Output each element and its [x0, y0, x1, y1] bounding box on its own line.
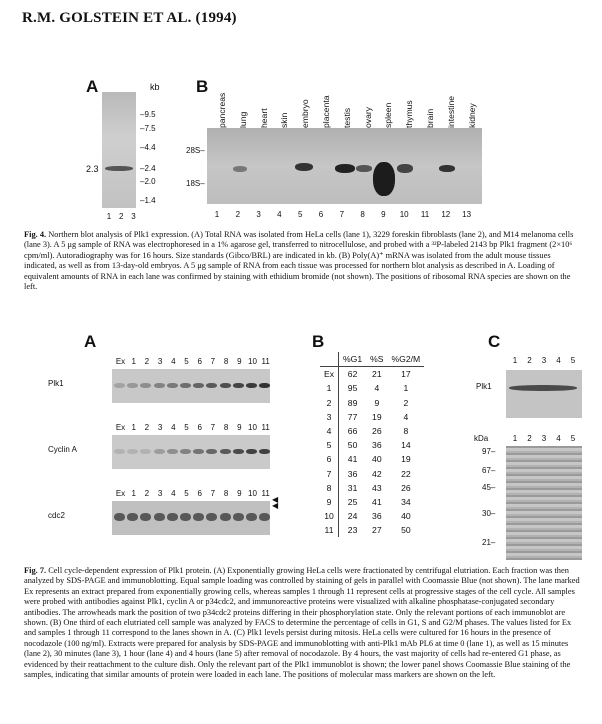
facs-cell: 26: [401, 482, 411, 493]
facs-cell: 40: [372, 454, 382, 465]
fig7-a-lane-8: 8: [223, 489, 229, 498]
fig7-a-band-plk1-9: [233, 383, 244, 388]
facs-cell: 41: [347, 454, 358, 465]
fig7-a-lane-9: 9: [237, 423, 242, 432]
fig7-a-band-plk1-10: [246, 383, 257, 388]
facs-cell: 8: [403, 426, 409, 437]
fig7-c-lane-4: 4: [556, 434, 561, 443]
facs-header-0: [320, 352, 339, 367]
fig7-a-band-cdc2-3: [154, 513, 165, 521]
fig4-lane-a-1: 1: [106, 212, 112, 221]
facs-cell: 2: [320, 396, 339, 410]
fig4-kb-label: kb: [150, 82, 160, 92]
facs-cell: 5: [320, 438, 339, 452]
facs-cell: 9: [374, 397, 380, 408]
facs-cell: Ex: [320, 367, 339, 382]
fig7-a-blot-plk1: [112, 369, 270, 403]
facs-cell: 4: [403, 411, 409, 422]
fig7-a-lane-9: 9: [237, 357, 242, 366]
fig4-tissue-spleen: spleen: [383, 102, 394, 128]
fig7-a-lane-5: 5: [184, 489, 189, 498]
fig7-a-band-plk1-11: [259, 383, 270, 388]
facs-cell: 4: [320, 424, 339, 438]
fig7-mw-value: 97: [482, 447, 491, 456]
fig7-a-band-plk1-1: [127, 383, 138, 388]
fig4-lane-a-2: 2: [119, 212, 124, 221]
fig4-tissue-skin: skin: [279, 112, 290, 128]
facs-cell: 95: [347, 383, 358, 394]
fig7-a-lane-1: 1: [131, 357, 136, 366]
fig7-a-band-cyclin-a-6: [193, 449, 204, 454]
fig7-a-band-plk1-3: [154, 383, 165, 388]
fig7-mw-30: 30–: [482, 509, 496, 518]
fig7-a-band-plk1-Ex: [114, 383, 125, 388]
fig7-a-lane-2: 2: [144, 423, 150, 432]
facs-cell: 36: [372, 511, 382, 522]
fig4-b-band-spleen: [373, 162, 395, 196]
fig7-a-lane-4: 4: [171, 423, 176, 432]
page-header: R.M. GOLSTEIN ET AL. (1994): [22, 10, 237, 26]
facs-cell: 11: [320, 523, 339, 537]
fig4-marker-0: –9.5: [140, 110, 156, 119]
fig7-a-lane-Ex: Ex: [115, 489, 126, 498]
facs-cell: 50: [347, 440, 358, 451]
fig7-c-plk1-label: Plk1: [476, 382, 492, 391]
fig4-lane-b-3: 3: [256, 210, 261, 219]
fig7-a-band-plk1-6: [193, 383, 204, 388]
facs-cell: 66: [347, 426, 358, 437]
fig7-a-band-cyclin-a-1: [127, 449, 138, 454]
fig7-c-lane-5: 5: [570, 356, 576, 365]
fig7-a-band-cdc2-10: [246, 513, 257, 521]
facs-cell: 31: [347, 482, 358, 493]
facs-cell: 8: [320, 481, 339, 495]
fig4-panel-b-label: B: [196, 77, 209, 96]
fig4-lane-b-11: 11: [420, 210, 430, 219]
facs-cell: 40: [401, 511, 411, 522]
facs-cell: 1: [320, 381, 339, 395]
fig4-caption-label: Fig. 4.: [24, 230, 47, 239]
fig7-mw-value: 45: [482, 483, 491, 492]
fig7-mw-45: 45–: [482, 483, 496, 492]
facs-cell: 27: [372, 525, 382, 536]
fig7-a-lane-4: 4: [171, 489, 176, 498]
facs-cell: 36: [372, 440, 382, 451]
fig7-a-band-cyclin-a-7: [206, 449, 217, 454]
fig4-lane-b-6: 6: [318, 210, 324, 219]
fig7-facs-table: [320, 352, 424, 537]
fig7-a-band-cyclin-a-3: [154, 449, 165, 454]
facs-cell: 17: [401, 369, 411, 380]
fig4-panel-a-label: A: [86, 77, 99, 96]
facs-row: [320, 381, 424, 395]
fig7-c-lane-2: 2: [527, 434, 532, 443]
fig7-c-lane-3: 3: [541, 434, 547, 443]
facs-cell: 1: [403, 383, 409, 394]
facs-cell: 41: [372, 496, 382, 507]
facs-cell: 25: [347, 496, 358, 507]
facs-row: [320, 509, 424, 523]
fig4-lane-b-9: 9: [381, 210, 386, 219]
fig7-a-lane-7: 7: [210, 423, 216, 432]
fig4-lane-b-7: 7: [339, 210, 345, 219]
fig7-a-lane-3: 3: [157, 357, 163, 366]
fig7-a-band-cdc2-6: [193, 513, 204, 521]
facs-cell: 2: [403, 397, 409, 408]
fig7-a-band-cdc2-7: [206, 513, 217, 521]
fig4-lane-b-4: 4: [277, 210, 282, 219]
facs-header-2: %S: [366, 352, 387, 367]
facs-cell: 23: [347, 525, 358, 536]
fig4-band-label: 2.3: [86, 164, 99, 174]
fig7-mw-value: 30: [482, 509, 491, 518]
fig7-facs-table-wrap: [320, 352, 424, 537]
fig4-caption: [24, 230, 580, 292]
facs-row: [320, 424, 424, 438]
fig7-mw-67: 67–: [482, 466, 496, 475]
facs-cell: 42: [372, 468, 382, 479]
fig7-a-band-cyclin-a-5: [180, 449, 191, 454]
fig7-a-band-cdc2-Ex: [114, 513, 125, 521]
fig7-a-lane-6: 6: [197, 423, 202, 432]
fig7-panel-b-label: B: [312, 332, 325, 351]
fig7-a-lane-7: 7: [210, 489, 216, 498]
fig4-tissue-lung: lung: [237, 111, 248, 128]
fig4-tissue-placenta: placenta: [321, 95, 331, 128]
facs-row: [320, 396, 424, 410]
fig7-a-band-cyclin-a-8: [220, 449, 231, 454]
fig7-c-lane-4: 4: [556, 356, 561, 365]
fig7-a-lane-8: 8: [223, 423, 229, 432]
fig7-c-coomassie-blot: [506, 446, 582, 560]
fig7-a-lane-11: 11: [261, 423, 270, 432]
fig4-lane-b-8: 8: [360, 210, 365, 219]
facs-cell: 19: [401, 454, 411, 465]
fig7-a-lane-4: 4: [171, 357, 176, 366]
fig4-b-band-testis: [335, 164, 355, 173]
fig4-marker-4: –2.0: [140, 177, 156, 186]
facs-cell: 34: [401, 496, 411, 507]
facs-cell: 43: [372, 482, 382, 493]
fig4-lanes-a: [104, 212, 140, 221]
fig7-a-band-cdc2-5: [180, 513, 191, 521]
fig7-a-band-cyclin-a-11: [259, 449, 270, 454]
fig7-c-plk1-blot: [506, 370, 582, 418]
fig7-a-lane-5: 5: [184, 357, 189, 366]
fig4-lane-b-2: 2: [235, 210, 241, 219]
facs-header-3: %G2/M: [388, 352, 425, 367]
fig7-a-label-cyclin-a: Cyclin A: [48, 445, 77, 454]
fig7-a-band-plk1-5: [180, 383, 191, 388]
facs-cell: 21: [372, 369, 382, 380]
facs-cell: 22: [401, 468, 411, 479]
fig4-lane-a-3: 3: [131, 212, 136, 221]
facs-cell: 50: [401, 525, 411, 536]
fig7-a-lane-11: 11: [261, 357, 270, 366]
fig7-a-lane-Ex: Ex: [115, 423, 126, 432]
fig7-a-band-plk1-8: [220, 383, 231, 388]
fig7-mw-21: 21–: [482, 538, 496, 547]
fig4-tissue-kidney: kidney: [466, 103, 477, 128]
fig7-a-lane-11: 11: [261, 489, 270, 498]
facs-cell: 24: [347, 511, 358, 522]
facs-row: [320, 481, 424, 495]
fig7-a-band-cyclin-a-10: [246, 449, 257, 454]
fig7-a-band-cyclin-a-Ex: [114, 449, 125, 454]
fig4-tissue-thymus: thymus: [404, 100, 415, 128]
facs-row: [320, 452, 424, 466]
fig7-a-band-cyclin-a-2: [140, 449, 151, 454]
facs-cell: 19: [372, 411, 382, 422]
facs-cell: 36: [347, 468, 358, 479]
fig7-a-band-plk1-2: [140, 383, 151, 388]
fig7-caption-label: Fig. 7.: [24, 566, 47, 575]
fig4: [0, 0, 602, 290]
facs-cell: 9: [320, 495, 339, 509]
fig7-a-lane-3: 3: [157, 489, 163, 498]
fig4-marker-5: –1.4: [140, 196, 156, 205]
fig7-a-band-cdc2-9: [233, 513, 244, 521]
facs-row: [320, 438, 424, 452]
fig7-c-lane-5: 5: [570, 434, 576, 443]
fig4-tissue-ovary: ovary: [362, 106, 373, 128]
fig4-tissue-intestine: intestine: [445, 95, 456, 128]
facs-header-1: %G1: [339, 352, 367, 367]
fig4-marker-3: –2.4: [140, 164, 156, 173]
facs-cell: 6: [320, 452, 339, 466]
fig4-lane-b-12: 12: [441, 210, 451, 219]
facs-cell: 89: [347, 397, 358, 408]
fig4-panel-b-blot: [207, 128, 482, 204]
fig7-a-arrowheads-icon: ◀ ◀: [272, 495, 279, 510]
fig4-a-band: [105, 166, 133, 171]
fig4-tissue-embryo: embryo: [300, 99, 311, 128]
fig4-marker-1: –7.5: [140, 124, 156, 133]
fig4-rrna-28s: 28S–: [186, 146, 205, 155]
facs-row: [320, 495, 424, 509]
fig7-caption: [24, 566, 580, 680]
fig4-lane-b-10: 10: [399, 210, 409, 219]
facs-row: [320, 523, 424, 537]
fig7-mw-value: 67: [482, 466, 491, 475]
fig7-panel-c-label: C: [488, 332, 501, 351]
fig7-a-lane-2: 2: [144, 489, 150, 498]
fig7-a-lane-6: 6: [197, 489, 202, 498]
fig7-a-lane-5: 5: [184, 423, 189, 432]
fig4-caption-text: Northern blot analysis of Plk1 expression. (A) Total RNA was isolated from HeLa cells (lane 1), 3229 foreskin fibroblasts (lane 2), and M14 melanoma cells (lane 3). A 5 μg sample of RNA was electrophoresed in a 1% agarose gel, transferred to nitrocellulose, and probed with a ³²P-labeled 2143 bp Plk1 fragment (2×10⁶ cpm/ml). Autoradiography was for 16 hours. Size standards (Gibco/BRL) are indicated in kb. (B) Poly(A)⁺ mRNA was isolated from the adult mouse tissues indicated, as well as from 13-day-old embryos. A 5 μg sample of RNA from each tissue was processed for northern blot analysis as described in A. Loading of equivalent amounts of RNA in each lane was confirmed by staining with ethidium bromide (not shown). The positions of ribosomal RNA species are shown on the left.: [24, 230, 574, 292]
fig4-b-band-embryo: [295, 163, 313, 171]
fig7-c-lane-3: 3: [541, 356, 547, 365]
fig7-c-lane-1: 1: [512, 356, 518, 365]
fig7-a-lane-9: 9: [237, 489, 242, 498]
fig7-a-lane-6: 6: [197, 357, 202, 366]
fig7-a-band-cdc2-2: [140, 513, 151, 521]
facs-row: [320, 467, 424, 481]
facs-cell: 77: [347, 411, 358, 422]
fig7-a-band-cdc2-11: [259, 513, 270, 521]
facs-row: [320, 410, 424, 424]
facs-row: [320, 367, 424, 382]
facs-cell: 4: [374, 383, 380, 394]
facs-cell: 26: [372, 426, 382, 437]
fig4-b-band-intestine: [439, 165, 455, 172]
fig7-a-lane-3: 3: [157, 423, 163, 432]
facs-cell: 10: [320, 509, 339, 523]
fig7-a-lane-10: 10: [248, 489, 257, 498]
fig4-rrna-18s: 18S–: [186, 179, 205, 188]
fig7-mw-97: 97–: [482, 447, 496, 456]
facs-cell: 62: [347, 369, 358, 380]
fig7-panel-a-label: A: [84, 332, 97, 351]
fig7-a-band-cdc2-1: [127, 513, 138, 521]
fig7-caption-text: Cell cycle-dependent expression of Plk1 protein. (A) Exponentially growing HeLa cells were fractionated by centrifugal elutriation. Each fraction was then analyzed by SDS-PAGE and immunoblotting. Equal sample loading was controlled by staining of gels in parallel with Coomassie Blue (not shown). The lane marked Ex represents an extract prepared from exponentially growing cells, whereas samples 1 through 11 represent cells at progressive stages of the cell cycle. All samples were probed with antibodies against Plk1, cyclin A or p34cdc2, and immunoreactive proteins were visualized with alkaline phosphatase-conjugated secondary antibodies. The arrowheads mark the position of two p34cdc2 proteins differing in their phosphorylation state. Only the relevant portions of each immunoblot are shown. (B) One third of each elutriated cell sample was analyzed by FACS to determine the percentage of cells in G1, S and G2/M phases. The values listed for Ex and samples 1 through 11 correspond to the lanes shown in A. (C) Plk1 levels persist during mitosis. HeLa cells were cultured for 16 hours in the presence of nocodazole (100 ng/ml). Extracts were prepared for analysis by SDS-PAGE and immunoblotting with anti-Plk1 mAb PL6 at time 0 (lane 1), as well as 15 minutes (lane 2), 30 minutes (lane 3), 1 hour (lane 4) and 4 hours (lane 5) after removal of nocodazole. By 4 hours, the vast majority of cells had re-entered G1 phase, as evidenced by their reattachment to the culture dish. Only the relevant part of the Plk1 immunoblot is shown; the lower panel shows Coomassie Blue staining of the samples, indicating that similar amounts of protein were loaded in each lane. The positions of molecular mass markers are shown on the left.: [24, 566, 580, 680]
fig7-a-lane-8: 8: [223, 357, 229, 366]
fig4-lane-b-1: 1: [214, 210, 220, 219]
fig7-c-kda-label: kDa: [474, 434, 489, 443]
fig4-b-band-ovary: [356, 165, 372, 172]
fig7-a-band-cdc2-4: [167, 513, 178, 521]
fig4-b-band-thymus: [397, 164, 413, 173]
fig4-lane-b-5: 5: [297, 210, 303, 219]
fig4-tissue-brain: brain: [425, 108, 435, 128]
fig7-a-blot-cdc2: [112, 501, 270, 535]
fig4-panel-a-blot: [102, 92, 136, 208]
fig4-b-band-lung: [233, 166, 247, 172]
fig4-marker-2: –4.4: [140, 143, 156, 152]
fig7-mw-value: 21: [482, 538, 491, 547]
facs-cell: 3: [320, 410, 339, 424]
fig7-a-blot-cyclin-a: [112, 435, 270, 469]
fig7-a-lane-10: 10: [248, 357, 257, 366]
fig4-lane-b-13: 13: [462, 210, 472, 219]
fig7-a-band-cdc2-8: [220, 513, 231, 521]
fig4-tissue-heart: heart: [258, 108, 269, 128]
fig4-tissue-testis: testis: [341, 107, 352, 128]
fig4-tissue-pancreas: pancreas: [217, 92, 227, 128]
fig7-c-lane-2: 2: [527, 356, 532, 365]
fig7-a-lane-7: 7: [210, 357, 216, 366]
fig7-a-lane-Ex: Ex: [115, 357, 126, 366]
fig7-a-band-cyclin-a-4: [167, 449, 178, 454]
fig7-a-band-plk1-7: [206, 383, 217, 388]
fig7-a-lane-2: 2: [144, 357, 150, 366]
fig7-a-lane-1: 1: [131, 489, 136, 498]
fig7-a-label-cdc2: cdc2: [48, 511, 65, 520]
fig7-a-label-plk1: Plk1: [48, 379, 64, 388]
fig7-c-lane-1: 1: [512, 434, 518, 443]
fig7-c-plk1-band: [509, 385, 577, 391]
fig7-a-band-plk1-4: [167, 383, 178, 388]
fig7-a-lane-10: 10: [248, 423, 257, 432]
facs-cell: 14: [401, 440, 411, 451]
facs-cell: 7: [320, 467, 339, 481]
fig7-a-lane-1: 1: [131, 423, 136, 432]
fig7-a-band-cyclin-a-9: [233, 449, 244, 454]
